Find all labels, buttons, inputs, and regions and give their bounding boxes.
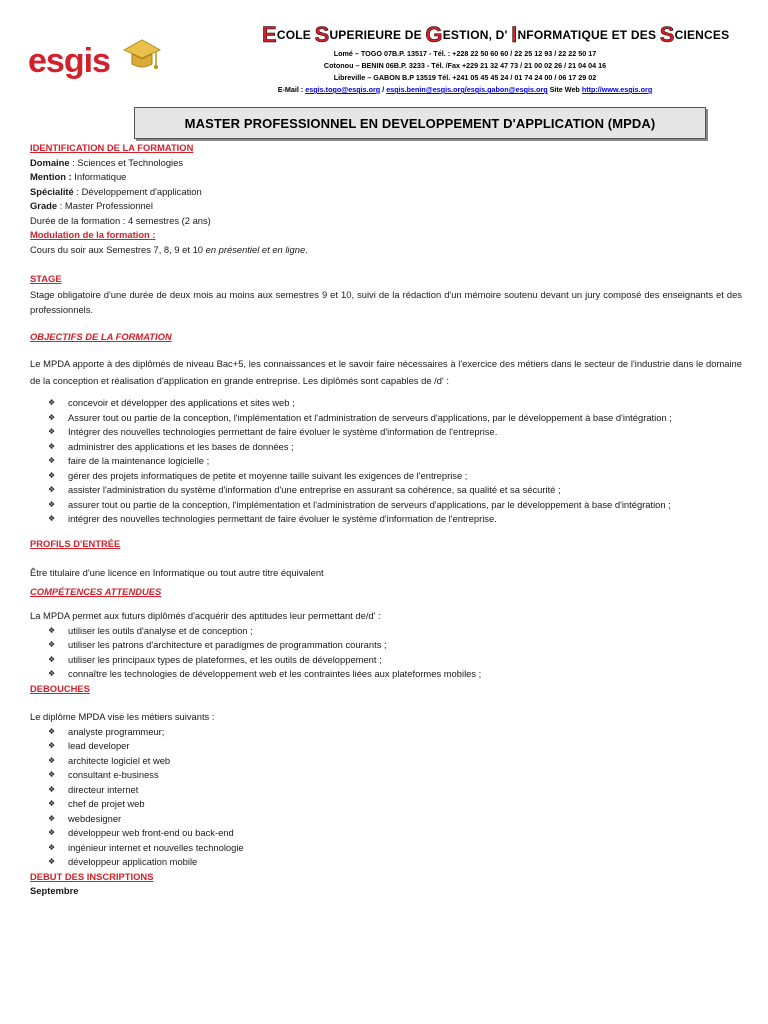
diamond-bullet-icon: ❖ bbox=[48, 625, 56, 635]
diamond-bullet-icon: ❖ bbox=[48, 755, 56, 765]
modulation-heading: Modulation de la formation : bbox=[30, 229, 156, 240]
diamond-bullet-icon: ❖ bbox=[48, 456, 56, 465]
cours-line: Cours du soir aux Semestres 7, 8, 9 et 10 en présentiel et en ligne. bbox=[30, 243, 308, 255]
list-item: ❖ analyste programmeur; bbox=[48, 725, 742, 740]
diamond-bullet-icon: ❖ bbox=[48, 726, 56, 736]
diamond-bullet-icon: ❖ bbox=[48, 441, 56, 451]
list-item: ❖ développeur web front-end ou back-end bbox=[48, 826, 742, 841]
diamond-bullet-icon: ❖ bbox=[48, 828, 56, 837]
email-label: E-Mail : bbox=[277, 85, 306, 94]
diamond-bullet-icon: ❖ bbox=[48, 640, 56, 649]
diamond-bullet-icon: ❖ bbox=[48, 770, 56, 779]
contact-cotonou: Cotonou – BENIN 06B.P. 3233 - Tél. /Fax +229 21 32 47 73 / 21 00 02 26 / 21 04 04 16 bbox=[323, 61, 607, 70]
list-item: ❖ développeur application mobile bbox=[48, 855, 742, 870]
objectifs-list bbox=[30, 396, 742, 527]
diamond-bullet-icon: ❖ bbox=[48, 799, 56, 808]
competences-list bbox=[30, 624, 742, 682]
diamond-bullet-icon: ❖ bbox=[48, 654, 56, 664]
site-label: Site Web bbox=[547, 85, 582, 94]
diamond-bullet-icon: ❖ bbox=[48, 842, 56, 852]
school-name-word-2: SUPERIEURE DE bbox=[314, 22, 422, 47]
competences-intro: La MPDA permet aux futurs diplômés d'acquérir des aptitudes leur permettant de/d' : bbox=[30, 610, 381, 621]
inscriptions-value: Septembre bbox=[30, 885, 79, 896]
school-name-word-5: SCIENCES bbox=[659, 22, 730, 47]
list-item: ❖ assister l'administration du système d'information d'une entreprise en assurant sa cohérence, sa qualité et sa sécurité ; bbox=[48, 483, 742, 498]
school-name bbox=[262, 22, 730, 48]
diamond-bullet-icon: ❖ bbox=[48, 485, 56, 494]
email-link-togo[interactable]: esgis.togo@esgis.org bbox=[305, 85, 381, 94]
list-item: ❖ utiliser les patrons d'architecture et paradigmes de programmation courants ; bbox=[48, 638, 742, 653]
list-item: ❖ ingénieur internet et nouvelles technologie bbox=[48, 841, 742, 856]
list-item: ❖ connaître les technologies de développement web et les contraintes liées aux plateformes mobiles ; bbox=[48, 667, 742, 682]
competences-heading: COMPÉTENCES ATTENDUES bbox=[30, 585, 162, 597]
site-link[interactable]: http://www.esgis.org bbox=[581, 85, 653, 94]
debouches-intro: Le diplôme MPDA vise les métiers suivants : bbox=[30, 711, 215, 722]
profils-text: Être titulaire d'une licence en Informatique ou tout autre titre équivalent bbox=[30, 567, 324, 578]
objectifs-heading: OBJECTIFS DE LA FORMATION bbox=[30, 330, 172, 342]
diamond-bullet-icon: ❖ bbox=[48, 398, 56, 407]
diamond-bullet-icon: ❖ bbox=[48, 427, 56, 436]
identification-heading: IDENTIFICATION DE LA FORMATION bbox=[30, 142, 194, 153]
inscriptions-heading: DEBUT DES INSCRIPTIONS bbox=[30, 870, 154, 882]
stage-text: Stage obligatoire d'une durée de deux mois au moins aux semestres 9 et 10, suivi de la rédaction d'un mémoire soutenu devant un jury composé des enseignants et des professionnels. bbox=[30, 288, 742, 315]
diamond-bullet-icon: ❖ bbox=[48, 813, 56, 823]
stage-heading: STAGE bbox=[30, 273, 62, 284]
contact-libreville: Libreville – GABON B.P 13519 Tél. +241 05 45 45 24 / 01 74 24 00 / 06 17 29 02 bbox=[333, 73, 597, 82]
diamond-bullet-icon: ❖ bbox=[48, 470, 56, 480]
objectifs-intro: Le MPDA apporte à des diplômés de niveau Bac+5, les connaissances et le savoir faire nécessaires à l'exercice des métiers dans le secteur de l'industrie dans le domaine de la conception et réalisation d'application en grande entreprise. Les diplômés sont capables de /d' : bbox=[30, 358, 742, 386]
diamond-bullet-icon: ❖ bbox=[48, 857, 56, 866]
contact-email-web bbox=[230, 85, 700, 94]
list-item: ❖ webdesigner bbox=[48, 812, 742, 827]
list-item: ❖ utiliser les outils d'analyse et de conception ; bbox=[48, 624, 742, 639]
esgis-logo bbox=[28, 30, 163, 90]
diamond-bullet-icon: ❖ bbox=[48, 741, 56, 750]
list-item: ❖ Assurer tout ou partie de la conception, l'implémentation et l'administration de serveurs d'applications, par le développement à base d'intégration ; bbox=[48, 411, 742, 426]
list-item: ❖ consultant e-business bbox=[48, 768, 742, 783]
debouches-list bbox=[30, 725, 742, 870]
profils-heading: PROFILS D'ENTRÉE bbox=[30, 537, 121, 549]
list-item: ❖ intégrer des nouvelles technologies permettant de faire évoluer le système d'information de l'entreprise. bbox=[48, 512, 742, 527]
list-item: ❖ lead developer bbox=[48, 739, 742, 754]
list-item: ❖ concevoir et développer des applications et sites web ; bbox=[48, 396, 742, 411]
program-title: MASTER PROFESSIONNEL EN DEVELOPPEMENT D'APPLICATION (MPDA) bbox=[184, 115, 656, 131]
list-item: ❖ administrer des applications et les bases de données ; bbox=[48, 440, 742, 455]
list-item: ❖ faire de la maintenance logicielle ; bbox=[48, 454, 742, 469]
list-item: ❖ directeur internet bbox=[48, 783, 742, 798]
email-link-benin-gabon[interactable]: esgis.benin@esgis.org/esgis.gabon@esgis.org bbox=[386, 85, 548, 94]
program-title-box bbox=[134, 107, 706, 139]
graduation-cap-icon bbox=[120, 32, 162, 78]
debouches-heading: DEBOUCHES bbox=[30, 682, 90, 694]
diamond-bullet-icon: ❖ bbox=[48, 514, 56, 523]
contact-lome: Lomé – TOGO 07B.P. 13517 - Tél. : +228 22 50 60 60 / 22 25 12 93 / 22 22 50 17 bbox=[333, 49, 597, 58]
school-name-word-4: INFORMATIQUE ET DES bbox=[511, 22, 657, 47]
specialite-line: Spécialité : Développement d'application bbox=[30, 185, 202, 197]
list-item: ❖ architecte logiciel et web bbox=[48, 754, 742, 769]
list-item: ❖ assurer tout ou partie de la conception, l'implémentation et l'administration de serveurs d'applications, par le développement à base d'intégration ; bbox=[48, 498, 742, 513]
document-body bbox=[30, 141, 742, 899]
grade-line: Grade : Master Professionnel bbox=[30, 200, 153, 211]
duree-line: Durée de la formation : 4 semestres (2 ans) bbox=[30, 214, 211, 226]
school-name-word-1: ECOLE bbox=[262, 22, 312, 47]
list-item: ❖ utiliser les principaux types de plateformes, et les outils de développement ; bbox=[48, 653, 742, 668]
list-item: ❖ chef de projet web bbox=[48, 797, 742, 812]
diamond-bullet-icon: ❖ bbox=[48, 784, 56, 794]
domaine-line: Domaine : Sciences et Technologies bbox=[30, 156, 184, 168]
diamond-bullet-icon: ❖ bbox=[48, 499, 56, 509]
list-item: ❖ Intégrer des nouvelles technologies permettant de faire évoluer le système d'information de l'entreprise. bbox=[48, 425, 742, 440]
diamond-bullet-icon: ❖ bbox=[48, 669, 56, 678]
list-item: ❖ gérer des projets informatiques de petite et moyenne taille suivant les exigences de l'entreprise ; bbox=[48, 469, 742, 484]
school-name-word-3: GESTION, D' bbox=[425, 22, 508, 47]
email-separator: / bbox=[380, 85, 387, 94]
mention-line: Mention : Informatique bbox=[30, 171, 127, 182]
diamond-bullet-icon: ❖ bbox=[48, 412, 56, 422]
logo-wordmark: esgis bbox=[28, 42, 110, 80]
